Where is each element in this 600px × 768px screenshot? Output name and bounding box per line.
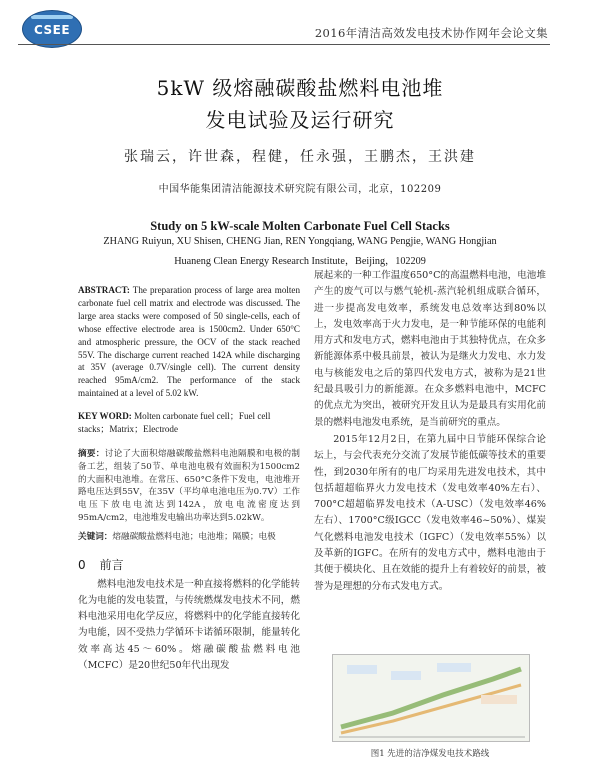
keywords-zh-text: 熔融碳酸盐燃料电池；电池堆；隔膜；电极	[112, 531, 276, 542]
keywords-en-label: KEY WORD:	[78, 411, 132, 422]
paper-title-en: Study on 5 kW-scale Molten Carbonate Fuel Cell Stacks	[150, 219, 450, 233]
paper-title-zh-line1: 5kW 级熔融碳酸盐燃料电池堆	[156, 76, 444, 100]
keywords-zh	[78, 531, 300, 544]
logo-text: CSEE	[33, 23, 71, 37]
section-number: 0	[78, 557, 86, 572]
keywords-zh-label: 关键词：	[78, 531, 113, 542]
abstract-en-text: The preparation process of large area molten carbonate fuel cell matrix and electrode was discussed. The large area stacks were composed of 50 single-cells, each of whose effective electrode area is 1500cm2. Under 650°C and atmospheric pressure, the OCV of the stack reached 55V. The discharge current reached 142A while discharging at 35V (average 0.7V/single cell). The current density reached 95mA/cm2. The performance of the stack maintained at a level of 5.02 kW.	[78, 285, 300, 399]
abstract-zh-label: 摘要：	[78, 448, 105, 459]
abstract-en	[78, 284, 300, 400]
paper-title-zh-line2: 发电试验及运行研究	[205, 108, 395, 132]
section-heading-intro	[78, 556, 300, 573]
authors-en: ZHANG Ruiyun, XU Shisen, CHENG Jian, REN Yongqiang, WANG Pengjie, WANG Hongjian	[103, 236, 497, 247]
body-paragraph-1: 展起来的一种工作温度650°C的高温燃料电池，电池堆产生的废气可以与燃气轮机-蒸汽轮机组成联合循环，进一步提高发电效率，系统发电总效率达到80%以上，发电效率高于火力发电，是一种节能环保的电能利用方式和发电方式，燃料电池由于其独特优点，在众多新能源体系中极具前景，被认为是继火力发电、水力发电与核能发电之后的第四代发电方式，被称为是21世纪最具吸引力的新能源。在众多燃料电池中，MCFC的优点尤为突出，被研究开发且认为是最具有实用化前景的燃料电池发电系统，是当前研究的重点。	[314, 270, 546, 428]
section-title: 前言	[99, 557, 124, 572]
abstract-en-label: ABSTRACT:	[78, 285, 130, 295]
affiliation-en: Huaneng Clean Energy Research Institute，Beijing，102209	[174, 256, 426, 267]
proceedings-title: 2016年清洁高效发电技术协作网年会论文集	[314, 26, 548, 40]
keywords-en	[78, 410, 300, 436]
body-paragraph-2: 2015年12月2日，在第九届中日节能环保综合论坛上，与会代表充分交流了发展节能低碳等技术的重要性，到2030年所有的电厂均采用先进发电技术，其中包括超超临界火力发电技术（发电效率40%左右）、700°C超超临界发电技术（A-USC）（发电效率46%左右）、1700°C级IGCC（发电效率46~50%）、煤炭气化燃料电池发电技术（IGFC）（发电效率55%）以及革新的IGFC。在所有的发电方式中，燃料电池由于其便于模块化、且在效能的提升上有着较好的前景，被誉为是理想的分布式发电方式。	[314, 433, 546, 592]
header-divider	[18, 44, 550, 45]
right-column	[314, 268, 546, 595]
abstract-zh	[78, 448, 300, 525]
affiliation-zh: 中国华能集团清洁能源技术研究院有限公司，北京，102209	[158, 184, 442, 195]
figure-1-graphic	[333, 655, 529, 741]
logo-arc	[31, 15, 73, 19]
intro-paragraph: 燃料电池发电技术是一种直接将燃料的化学能转化为电能的发电装置，与传统燃煤发电技术不同，燃料电池采用电化学反应，将燃料中的化学能直接转化为电能，因不受热力学循环卡诺循环限制，能量转化效率高达45～60%。熔融碳酸盐燃料电池（MCFC）是20世纪50年代出现发	[78, 578, 300, 672]
figure-1-caption: 图1 先进的洁净煤发电技术路线	[370, 749, 490, 759]
authors-zh: 张瑞云，许世森，程健，任永强，王鹏杰，王洪建	[124, 149, 476, 165]
figure-1	[332, 654, 530, 742]
conference-logo	[22, 10, 82, 48]
keywords-en-text: Molten carbonate fuel cell；Fuel cell stacks；Matrix；Electrode	[78, 411, 271, 435]
abstract-zh-text: 讨论了大面积熔融碳酸盐燃料电池隔膜和电极的制备工艺，组装了50节、单电池电极有效面积为1500cm2的大面积电池堆。在常压、650°C条件下发电，电池堆开路电压达到55V，在35V（平均单电池电压为0.7V）工作电压下放电电流达到142A，放电电流密度达到95mA/cm2，电池堆发电输出功率达到5.02kW。	[78, 448, 300, 523]
left-column	[78, 284, 300, 674]
